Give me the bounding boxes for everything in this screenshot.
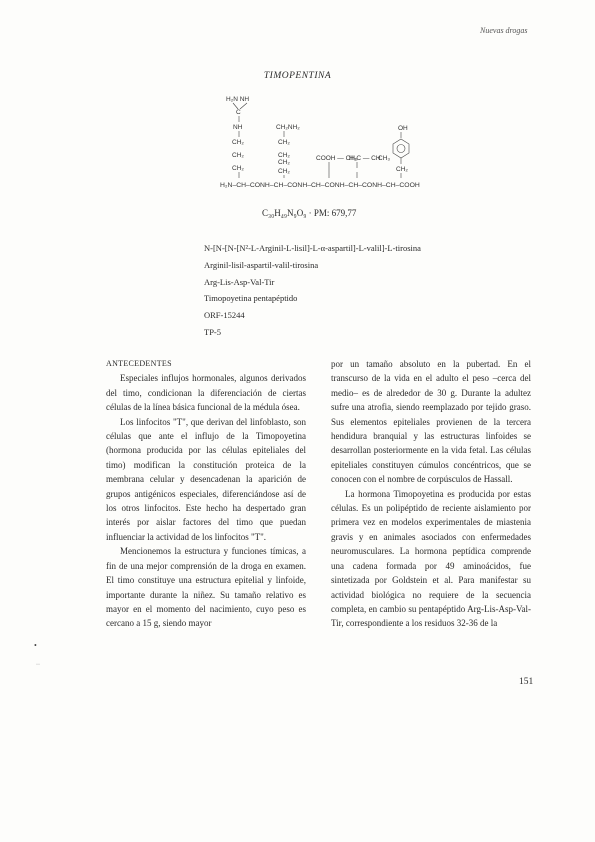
tyr-oh: OH	[398, 125, 408, 132]
margin-mark: ··	[36, 662, 40, 668]
arg-guanidine: H₂N NH	[226, 96, 250, 103]
page-title: TIMOPENTINA	[263, 71, 332, 81]
val-chain: CH₃	[378, 155, 391, 162]
paragraph: La hormona Timopoyetina es producida por estas células. Es un polipéptido de reciente aislamiento por primera vez en modelos experimentales de miastenia gravis y en animales asociados con enfermedades neuromusculares. La hormona peptídica comprende una cadena formada por 49 aminoácidos, fue sintetizada por Goldstein et al. Para manifestar su actividad biológica no requiere de la secuencia completa, en cambio su pentapéptido Arg-Lis-Asp-Val-Tir, correspondiente a los residuos 32-36 de la	[331, 488, 531, 629]
synonyms-list	[204, 240, 421, 341]
svg-text:CH₂: CH₂	[396, 166, 408, 173]
asp-chain: COOH — CH₂	[316, 155, 358, 162]
peptide-backbone: H₂N–CH–CONH–CH–CONH–CH–CONH–CH–CONH–CH–COOH	[220, 182, 420, 189]
molecular-formula: C₃₀H₄₉N₉O₉ · PM: 679,77	[262, 208, 357, 218]
synonym-iupac: N-[N-[N-[N²-L-Arginil-L-lisil]-L-α-aspartil]-L-valil]-L-tirosina	[204, 243, 421, 253]
section-heading: ANTECEDENTES	[106, 359, 172, 368]
synonym-name: Arginil-lisil-aspartil-valil-tirosina	[204, 259, 319, 270]
arg-chain-0: NH	[233, 124, 243, 131]
synonym-abbrev: Arg-Lis-Asp-Val-Tir	[204, 276, 275, 287]
lys-chain-0: CH₂NH₂	[276, 124, 300, 131]
text-column-left	[106, 357, 306, 631]
paragraph: por un tamaño absoluto en la pubertad. En el transcurso de la vida en el adulto el peso –cerca del medio– es de alrededor de 30 g. Durante la adultez sufre una atrofia, siendo reemplazado por tejido graso. Sus elementos epiteliales provienen de la tercera hendidura branquial y las estructuras linfoides se desarrollan posteriormente en la vida fetal. Las células epiteliales constituyen cúmulos concéntricos, que se conocen con el nombre de corpúsculos de Hassall.	[331, 359, 531, 485]
paragraph: Mencionemos la estructura y funciones tímicas, a fin de una mejor comprensión de la droga en examen. El timo constituye una estructura epitelial y linfoide, importante durante la niñez. Su tamaño relativo es mayor en el momento del nacimiento, cuyo peso es cercano a 15 g, siendo mayor	[106, 546, 306, 629]
paragraph: Especiales influjos hormonales, algunos derivados del timo, condicionan la diferenciación de ciertas células de la línea básica funcional de la médula ósea.	[106, 373, 306, 413]
synonym-tp5: TP-5	[204, 326, 221, 337]
lys-chain-1: CH₂	[278, 139, 290, 146]
lys-chain-2: CH₂	[278, 152, 290, 159]
arg-chain-3: CH₂	[232, 165, 244, 172]
running-header: Nuevas drogas	[480, 26, 528, 35]
lys-chain-4: CH₂	[278, 168, 290, 175]
text-column-right	[331, 357, 531, 631]
lys-chain-3: CH₂	[278, 159, 290, 166]
synonym-pentapeptide: Timopoyetina pentapéptido	[204, 293, 298, 304]
margin-mark: •	[34, 641, 37, 650]
svg-text:C: C	[236, 109, 241, 116]
page-number: 151	[519, 677, 534, 687]
arg-chain-2: CH₂	[232, 152, 244, 159]
val-branch: H₃C — CH	[349, 155, 381, 162]
tyr-benzene-ring	[393, 139, 409, 158]
paragraph: Los linfocitos "T", que derivan del linfoblasto, son células que ante el influjo de la Timopoyetina (hormona producida por las células epiteliales del timo) modifican la constitución proteica de la membrana celular y desencadenan la aparición de grupos antigénicos especiales, diferenciándose así de los otros linfocitos. Este hecho ha despertado gran interés por aislar factores del timo que puedan influenciar la actividad de los linfocitos "T".	[106, 416, 306, 542]
arg-chain-1: CH₂	[232, 139, 244, 146]
structural-formula	[218, 92, 468, 192]
synonym-code: ORF-15244	[204, 310, 245, 321]
